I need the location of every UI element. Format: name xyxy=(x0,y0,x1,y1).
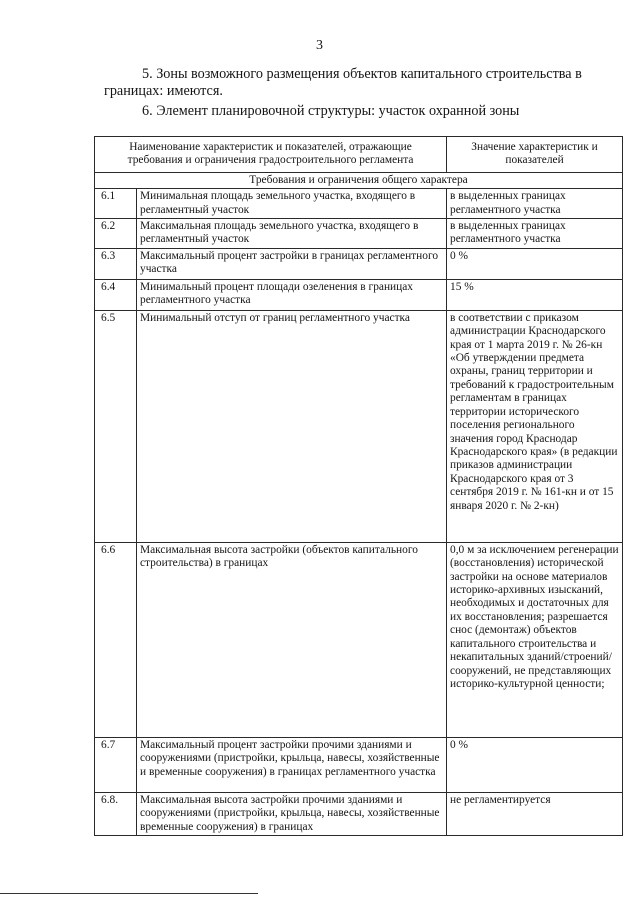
table-row xyxy=(95,542,623,737)
table-row xyxy=(95,219,623,249)
row-value: 15 % xyxy=(447,279,623,310)
row-name: Максимальный процент застройки в границах регламентного участка xyxy=(137,248,447,279)
row-name: Максимальный процент застройки прочими зданиями и сооружениями (пристройки, крыльца, навесы, хозяйственные и временные сооружения) в границах регламентного участка xyxy=(137,737,447,792)
page-number: 3 xyxy=(316,38,323,53)
footer-divider xyxy=(0,893,258,894)
row-name: Максимальная высота застройки прочими зданиями и сооружениями (пристройки, крыльца, навесы, хозяйственные временные сооружения) в границах xyxy=(137,792,447,835)
row-number: 6.1 xyxy=(95,189,137,219)
row-number: 6.5 xyxy=(95,310,137,542)
row-number: 6.2 xyxy=(95,219,137,249)
header-name-cell: Наименование характеристик и показателей, отражающие требования и ограничения градостроительного регламента xyxy=(95,137,447,173)
table-row xyxy=(95,792,623,835)
table-row xyxy=(95,737,623,792)
section-title: Требования и ограничения общего характера xyxy=(95,172,623,188)
row-name: Максимальная высота застройки (объектов капитального строительства) в границах xyxy=(137,542,447,737)
table-row xyxy=(95,248,623,279)
row-value: в выделенных границах регламентного участка xyxy=(447,189,623,219)
header-value-cell: Значение характеристик и показателей xyxy=(447,137,623,173)
paragraph-planning-element: 6. Элемент планировочной структуры: участок охранной зоны xyxy=(142,103,520,119)
row-name: Максимальная площадь земельного участка, входящего в регламентный участок xyxy=(137,219,447,249)
paragraph-zones: 5. Зоны возможного размещения объектов капитального строительства в границах: имеются. xyxy=(104,66,582,99)
table-header-row xyxy=(95,137,623,173)
row-number: 6.6 xyxy=(95,542,137,737)
row-value: 0 % xyxy=(447,737,623,792)
row-value: 0 % xyxy=(447,248,623,279)
row-value: не регламентируется xyxy=(447,792,623,835)
row-value: 0,0 м за исключением регенерации (восстановления) исторической застройки на основе материалов историко-архивных изысканий, необходимых и достаточных для их восстановления; разрешается снос (демонтаж) объектов капитального строительства и некапитальных зданий/строений/сооружений, не представляющих историко-культурной ценности; xyxy=(447,542,623,737)
row-number: 6.3 xyxy=(95,248,137,279)
row-value: в выделенных границах регламентного участка xyxy=(447,219,623,249)
regulations-table xyxy=(94,136,623,836)
table-row xyxy=(95,279,623,310)
row-number: 6.4 xyxy=(95,279,137,310)
row-value: в соответствии с приказом администрации Краснодарского края от 1 марта 2019 г. № 26-кн «Об утверждении предмета охраны, границ территории и требований к градостроительным регламентам в границах территории исторического поселения регионального значения город Краснодар Краснодарского края» (в редакции приказов администрации Краснодарского края от 3 сентября 2019 г. № 161-кн и от 15 января 2020 г. № 2-кн) xyxy=(447,310,623,542)
row-name: Минимальная площадь земельного участка, входящего в регламентный участок xyxy=(137,189,447,219)
row-number: 6.7 xyxy=(95,737,137,792)
table-row xyxy=(95,189,623,219)
table-row xyxy=(95,310,623,542)
section-row xyxy=(95,172,623,188)
row-name: Минимальный отступ от границ регламентного участка xyxy=(137,310,447,542)
row-number: 6.8. xyxy=(95,792,137,835)
row-name: Минимальный процент площади озеленения в границах регламентного участка xyxy=(137,279,447,310)
